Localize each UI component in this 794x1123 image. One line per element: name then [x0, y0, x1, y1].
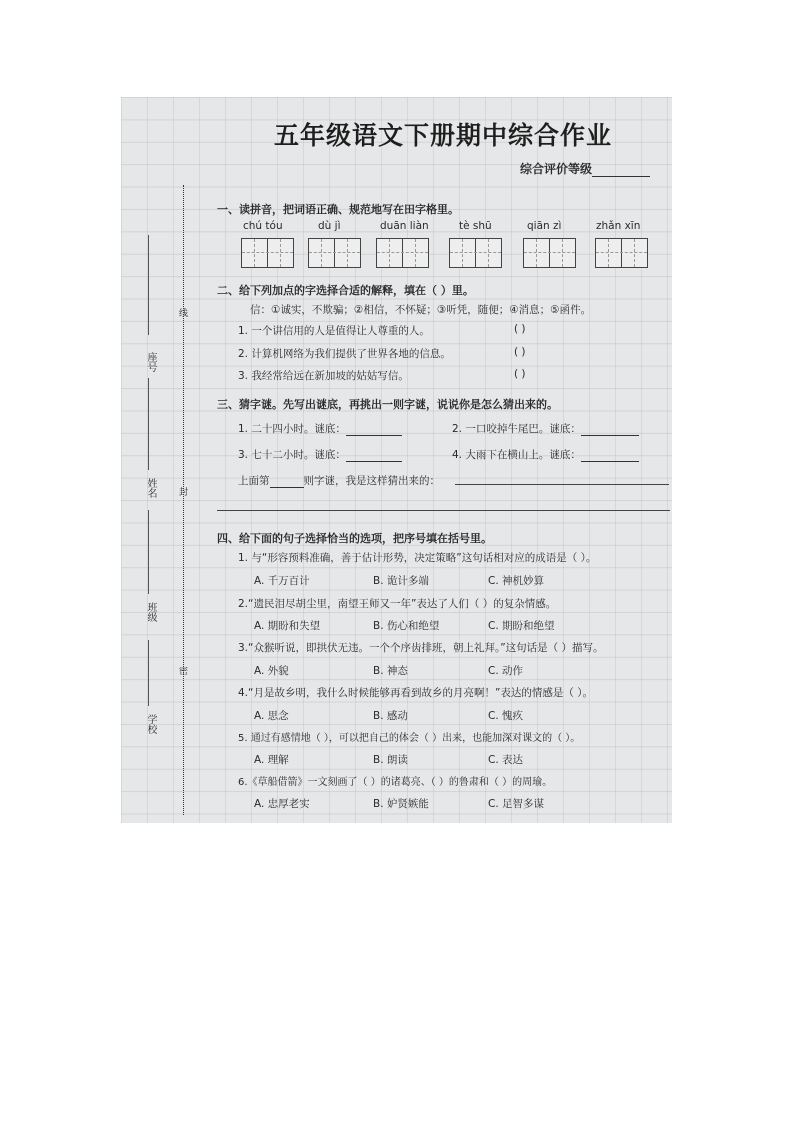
pinyin-1: chú tóu	[243, 220, 283, 232]
page-title: 五年级语文下册期中综合作业	[274, 121, 613, 150]
mc-option-a[interactable]: A. 期盼和失望	[254, 620, 321, 632]
riddle-3-blank[interactable]	[346, 451, 402, 462]
mc-option-b[interactable]: B. 感动	[373, 710, 408, 722]
section2-definitions: 信：①诚实，不欺骗；②相信，不怀疑；③听凭，随便；④消息；⑤函件。	[250, 304, 592, 316]
pinyin-2: dù jì	[318, 220, 341, 232]
mc-question-4: 4.“月是故乡明，我什么时候能够再看到故乡的月亮啊！”表达的情感是（ ）。	[238, 687, 593, 699]
explain-text-b: 则字谜，我是这样猜出来的：	[303, 475, 440, 487]
mc-question-1: 1. 与“形容预料准确，善于估计形势，决定策略”这句话相对应的成语是（ ）。	[238, 552, 597, 564]
explain-line-1[interactable]	[455, 484, 669, 485]
mc-option-c[interactable]: C. 愧疚	[488, 710, 524, 722]
name-blank	[148, 378, 149, 470]
mc-option-b[interactable]: B. 诡计多端	[373, 575, 429, 587]
pinyin-3: duān liàn	[380, 220, 429, 232]
mc-option-b[interactable]: B. 神态	[373, 665, 408, 677]
riddle-1-blank[interactable]	[346, 425, 402, 436]
mc-option-b[interactable]: B. 伤心和绝望	[373, 620, 440, 632]
side-mark-mi: 密	[177, 666, 187, 675]
mc-question-5: 5. 通过有感情地（ ），可以把自己的体会（ ）出来，也能加深对课文的（ ）。	[238, 733, 581, 744]
mc-question-6: 6.《草船借箭》一文刻画了（ ）的诸葛亮、（ ）的鲁肃和（ ）的周瑜。	[238, 777, 553, 788]
tianzige-box[interactable]	[376, 238, 429, 268]
section2-item-1: 1. 一个讲信用的人是值得让人尊重的人。	[238, 325, 430, 337]
mc-option-a[interactable]: A. 思念	[254, 710, 289, 722]
answer-paren[interactable]: ( )	[514, 346, 526, 358]
mc-option-b[interactable]: B. 妒贤嫉能	[373, 798, 429, 810]
riddle-1-text: 1. 二十四小时。谜底：	[238, 423, 346, 435]
side-label-seat: 座号	[145, 352, 156, 372]
section1-heading: 一、读拼音，把词语正确、规范地写在田字格里。	[217, 203, 459, 216]
tianzige-box[interactable]	[308, 238, 361, 268]
riddle-1	[238, 421, 402, 436]
section2-item-3: 3. 我经常给远在新加坡的姑姑写信。	[238, 370, 409, 382]
mc-option-a[interactable]: A. 外貌	[254, 665, 289, 677]
answer-paren[interactable]: ( )	[514, 323, 526, 335]
grade-label	[520, 160, 650, 177]
riddle-explain	[238, 473, 440, 488]
riddle-2-blank[interactable]	[581, 425, 639, 436]
side-label-school: 学校	[145, 714, 156, 734]
riddle-2-text: 2. 一口咬掉牛尾巴。谜底：	[452, 423, 581, 435]
explain-line-2[interactable]	[217, 510, 670, 511]
mc-option-b[interactable]: B. 朗读	[373, 754, 408, 766]
seat-blank	[148, 235, 149, 335]
riddle-4-text: 4. 大雨下在横山上。谜底：	[452, 449, 581, 461]
mc-option-c[interactable]: C. 神机妙算	[488, 575, 545, 587]
explain-text-a: 上面第	[238, 475, 270, 487]
class-blank	[148, 510, 149, 594]
pinyin-6: zhǎn xīn	[596, 220, 641, 232]
tianzige-box[interactable]	[241, 238, 294, 268]
riddle-2	[452, 421, 639, 436]
side-label-class: 班级	[145, 602, 156, 622]
mc-option-a[interactable]: A. 千万百计	[254, 575, 310, 587]
mc-question-2: 2.“遗民泪尽胡尘里，南望王师又一年”表达了人们（ ）的复杂情感。	[238, 598, 557, 610]
section4-heading: 四、给下面的句子选择恰当的选项，把序号填在括号里。	[217, 532, 492, 545]
section2-heading: 二、给下列加点的字选择合适的解释，填在（ ）里。	[217, 284, 474, 297]
explain-number-blank[interactable]	[270, 477, 304, 488]
mc-option-c[interactable]: C. 期盼和绝望	[488, 620, 555, 632]
section2-item-2: 2. 计算机网络为我们提供了世界各地的信息。	[238, 348, 451, 360]
side-label-name: 姓名	[145, 478, 156, 498]
school-blank	[148, 640, 149, 706]
side-mark-feng: 封	[177, 487, 187, 496]
grade-blank[interactable]	[592, 164, 650, 177]
side-mark-xian: 线	[177, 308, 187, 317]
mc-option-a[interactable]: A. 理解	[254, 754, 289, 766]
mc-option-a[interactable]: A. 忠厚老实	[254, 798, 310, 810]
riddle-4-blank[interactable]	[581, 451, 639, 462]
tianzige-box[interactable]	[523, 238, 576, 268]
binding-dotted-line	[183, 185, 184, 815]
mc-question-3: 3.“众猴听说，即拱伏无违。一个个序齿排班，朝上礼拜。”这句话是（ ）描写。	[238, 642, 604, 654]
riddle-4	[452, 447, 639, 462]
tianzige-box[interactable]	[449, 238, 502, 268]
riddle-3	[238, 447, 402, 462]
riddle-3-text: 3. 七十二小时。谜底：	[238, 449, 346, 461]
grade-label-text: 综合评价等级	[520, 162, 593, 176]
pinyin-5: qiān zì	[527, 220, 562, 232]
tianzige-box[interactable]	[595, 238, 648, 268]
section3-heading: 三、猜字谜。先写出谜底，再挑出一则字谜，说说你是怎么猜出来的。	[217, 398, 558, 411]
mc-option-c[interactable]: C. 动作	[488, 665, 524, 677]
mc-option-c[interactable]: C. 足智多谋	[488, 798, 545, 810]
pinyin-4: tè shū	[459, 220, 492, 232]
answer-paren[interactable]: ( )	[514, 368, 526, 380]
mc-option-c[interactable]: C. 表达	[488, 754, 524, 766]
